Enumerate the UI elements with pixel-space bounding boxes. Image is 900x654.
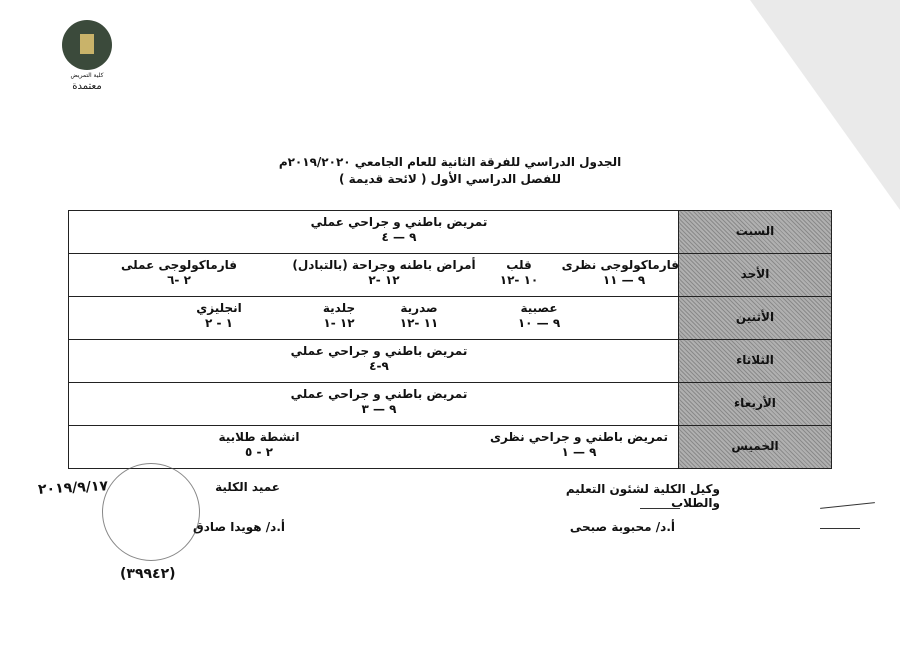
session-entry xyxy=(179,301,259,331)
table-row xyxy=(69,383,832,426)
official-seal xyxy=(102,463,200,561)
session-cell xyxy=(69,383,679,426)
logo-emblem xyxy=(62,20,112,70)
session-subject: تمريض باطني و جراحي عملي xyxy=(290,387,468,401)
logo-caption: كلية التمريض xyxy=(70,72,104,79)
logo-accredited-label: معتمدة xyxy=(72,81,102,92)
session-cell xyxy=(69,254,679,297)
session-subject: تمريض باطني و جراحي نظرى xyxy=(489,430,669,444)
session-time: ١٢ -٢ xyxy=(368,273,400,287)
table-row xyxy=(69,426,832,469)
table-row xyxy=(69,340,832,383)
dean-name: أ.د/ هويدا صادق xyxy=(193,520,285,534)
session-subject: جلدية xyxy=(322,301,356,315)
session-entry xyxy=(269,344,489,374)
session-time: ٢ - ٥ xyxy=(245,445,273,459)
session-time: ٢ -٦ xyxy=(167,273,191,287)
session-entry xyxy=(379,301,459,331)
session-subject: انشطة طلابية xyxy=(218,430,300,444)
session-entry xyxy=(199,430,319,460)
session-entry xyxy=(299,301,379,331)
session-subject: فارماكولوجى نظرى xyxy=(561,258,679,272)
schedule-table xyxy=(68,210,832,469)
faculty-logo xyxy=(52,20,122,92)
table-row xyxy=(69,211,832,254)
day-cell xyxy=(679,211,832,254)
session-cell xyxy=(69,211,679,254)
day-label: الخميس xyxy=(731,439,779,453)
vice-dean-name: أ.د/ محبوبة صبحى xyxy=(569,520,675,534)
day-label: الأثنين xyxy=(735,310,775,324)
handwritten-scribble xyxy=(820,502,875,509)
session-time: ١٠ -١٢ xyxy=(499,273,539,287)
seal-number: (٣٩٩٤٢) xyxy=(120,566,176,582)
vice-dean-signature xyxy=(640,508,680,509)
day-label: الأحد xyxy=(740,267,770,281)
day-cell xyxy=(679,254,832,297)
session-cell xyxy=(69,426,679,469)
session-subject: فارماكولوجى عملى xyxy=(121,258,237,272)
session-cell xyxy=(69,340,679,383)
session-time: ١٢ -١ xyxy=(323,316,355,330)
session-entry xyxy=(561,258,679,288)
session-entry xyxy=(479,258,559,288)
session-subject: صدرية xyxy=(400,301,438,315)
handwritten-date: ٢٠١٩/٩/١٧ xyxy=(37,478,109,498)
day-cell xyxy=(679,297,832,340)
paper-fold xyxy=(750,0,900,210)
schedule-subtitle: للفصل الدراسي الأول ( لائحة قديمة ) xyxy=(338,172,562,186)
session-entry xyxy=(289,258,479,288)
vice-dean-title: وكيل الكلية لشئون التعليم والطلاب xyxy=(565,482,720,510)
session-subject: قلب xyxy=(506,258,532,272)
session-entry xyxy=(499,301,579,331)
day-label: الأربعاء xyxy=(734,396,776,410)
session-time: ٩ — ١ xyxy=(561,445,597,459)
day-label: السبت xyxy=(735,224,775,238)
session-time: ٩ — ٤ xyxy=(381,230,417,244)
session-time: ١ - ٢ xyxy=(205,316,233,330)
table-row xyxy=(69,254,832,297)
session-time: ٩ — ٣ xyxy=(361,402,397,416)
table-row xyxy=(69,297,832,340)
session-time: ٩-٤ xyxy=(369,359,389,373)
session-time: ١١ -١٢ xyxy=(399,316,439,330)
handwritten-scribble xyxy=(820,528,860,529)
session-subject: تمريض باطني و جراحي عملي xyxy=(310,215,488,229)
day-cell xyxy=(679,426,832,469)
session-subject: أمراض باطنه وجراحة (بالتبادل) xyxy=(292,258,476,272)
session-subject: عصبية xyxy=(520,301,558,315)
session-cell xyxy=(69,297,679,340)
day-cell xyxy=(679,383,832,426)
day-cell xyxy=(679,340,832,383)
day-label: الثلاثاء xyxy=(736,353,774,367)
session-entry xyxy=(109,258,249,288)
session-time: ٩ — ١١ xyxy=(602,273,646,287)
session-entry xyxy=(289,215,509,245)
session-time: ٩ — ١٠ xyxy=(517,316,561,330)
session-entry xyxy=(269,387,489,417)
session-entry xyxy=(479,430,679,460)
schedule-title: الجدول الدراسي للفرقة الثانية للعام الجامعي ٢٠١٩/٢٠٢٠م xyxy=(278,155,622,169)
session-subject: انجليزي xyxy=(196,301,242,315)
session-subject: تمريض باطني و جراحي عملي xyxy=(290,344,468,358)
dean-title: عميد الكلية xyxy=(215,480,280,494)
